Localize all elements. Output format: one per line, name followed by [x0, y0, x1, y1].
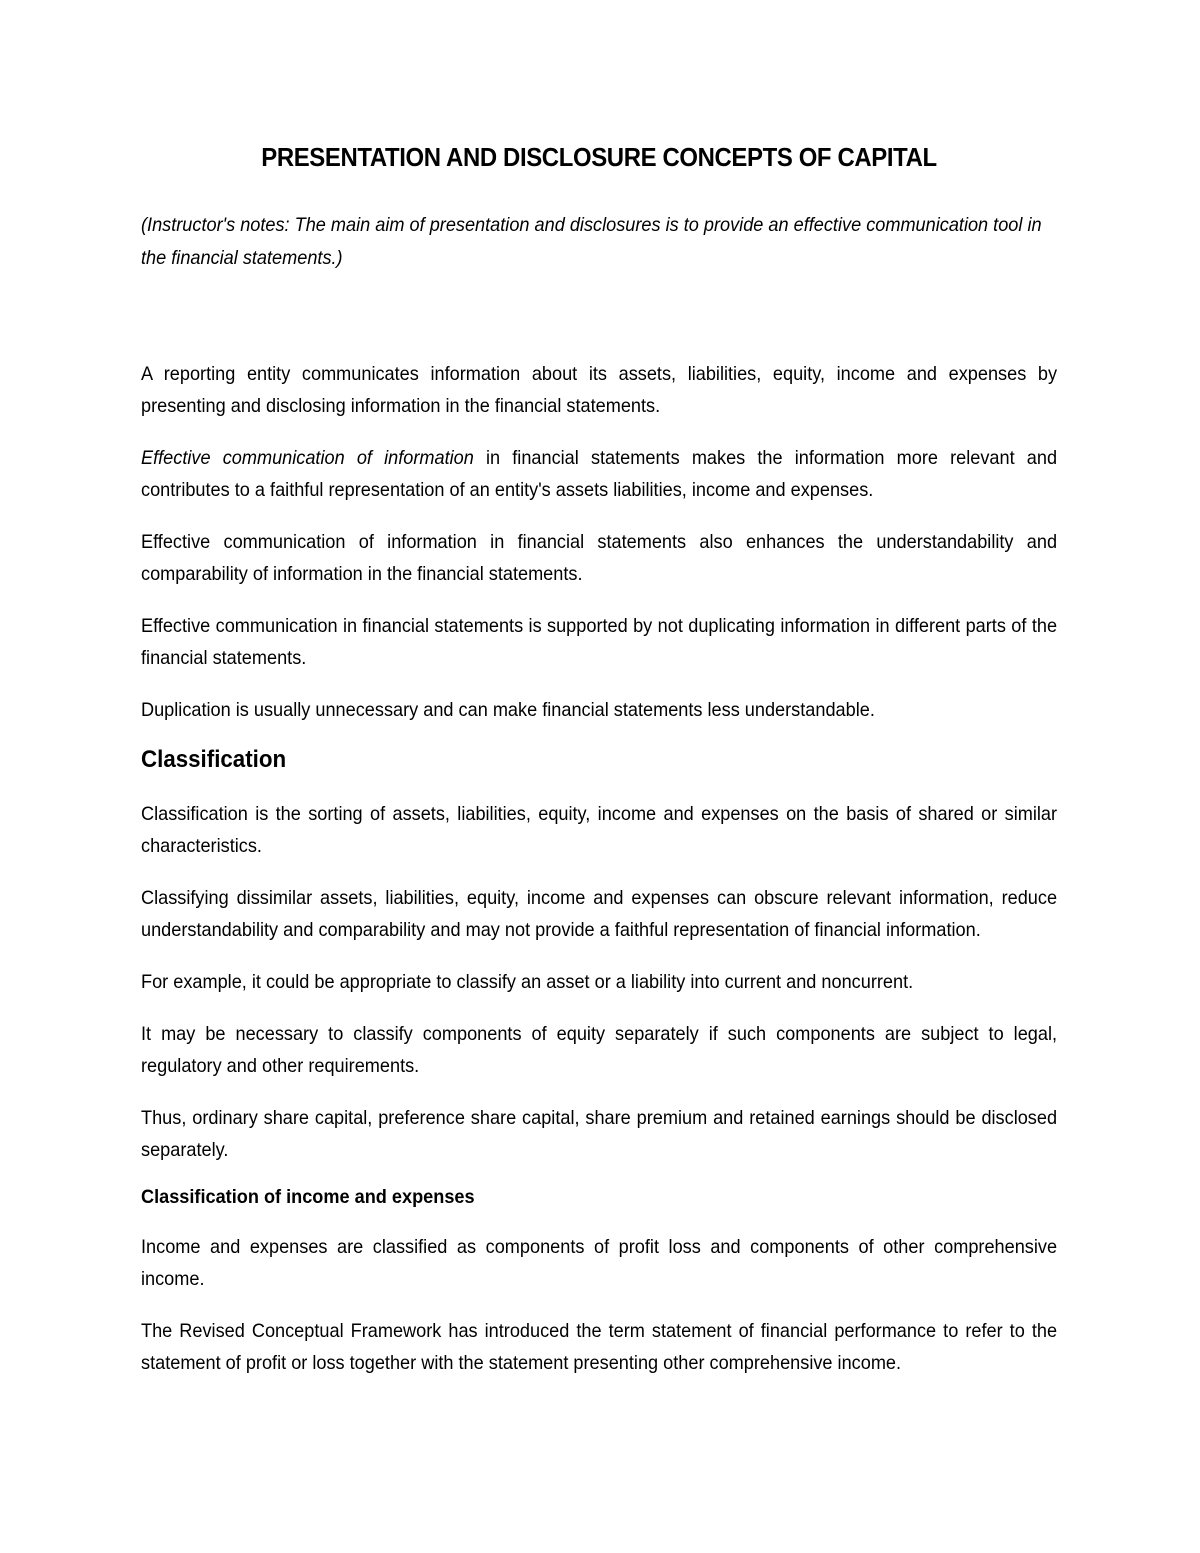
paragraph-classification-dissimilar: Classifying dissimilar assets, liabilities, equity, income and expenses can obscure relevant information, reduce understandability and comparability and may not provide a faithful representation of financial information.: [141, 887, 1058, 941]
paragraph-classification-definition: Classification is the sorting of assets, liabilities, equity, income and expenses on the basis of shared or similar characteristics.: [141, 803, 1058, 857]
document-body: [141, 142, 1057, 1399]
instructor-note: (Instructor's notes: The main aim of presentation and disclosures is to provide an effective communication tool in the financial statements.): [141, 214, 1042, 269]
paragraph-understandability: Effective communication of information in financial statements also enhances the understandability and comparability of information in the financial statements.: [141, 531, 1058, 585]
subheading-income-expenses: Classification of income and expenses: [141, 1186, 475, 1208]
document-title: PRESENTATION AND DISCLOSURE CONCEPTS OF CAPITAL: [261, 142, 937, 172]
paragraph-duplication: Duplication is usually unnecessary and can make financial statements less understandable.: [141, 699, 875, 721]
paragraph-classification-share-capital: Thus, ordinary share capital, preference share capital, share premium and retained earnings should be disclosed separately.: [141, 1107, 1058, 1161]
paragraph-classification-equity: It may be necessary to classify components of equity separately if such components are subject to legal, regulatory and other requirements.: [141, 1023, 1058, 1077]
paragraph-effective-communication: [141, 442, 1057, 506]
paragraph-classification-example: For example, it could be appropriate to classify an asset or a liability into current and noncurrent.: [141, 971, 914, 993]
paragraph-income-classified: Income and expenses are classified as components of profit loss and components of other comprehensive income.: [141, 1236, 1058, 1290]
paragraph-duplication-support: Effective communication in financial statements is supported by not duplicating information in different parts of the financial statements.: [141, 615, 1058, 669]
emphasized-phrase: Effective communication of information: [141, 447, 474, 469]
section-heading-classification: Classification: [141, 746, 287, 773]
paragraph-revised-framework: The Revised Conceptual Framework has introduced the term statement of financial performance to refer to the statement of profit or loss together with the statement presenting other comprehensive income.: [141, 1320, 1058, 1374]
paragraph-text: in financial statements makes the information more relevant and contributes to a faithful representation of an entity's assets liabilities, income and expenses.: [141, 447, 1058, 501]
paragraph-intro: A reporting entity communicates information about its assets, liabilities, equity, income and expenses by presenting and disclosing information in the financial statements.: [141, 363, 1058, 417]
